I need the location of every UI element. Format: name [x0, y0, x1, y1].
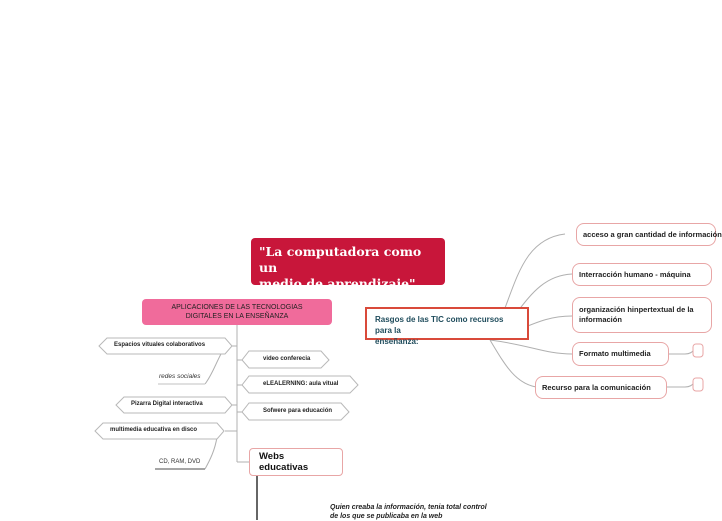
trait-interaccion[interactable] [572, 263, 712, 286]
left-branch-title-line-2: DIGITALES EN LA ENSEÑANZA [185, 313, 289, 320]
trait-interaccion-label: Interracción humano - máquina [579, 269, 691, 279]
webs-note-line-2: de los que se publicaba en la web [330, 513, 443, 520]
webs-educativas-label: Webs educativas [259, 451, 309, 473]
webs-educativas-node[interactable] [249, 448, 343, 476]
right-branch-title-line-2: enseñanza: [375, 337, 419, 346]
central-topic-line-2: medio de aprendizaje" [259, 276, 416, 291]
trait-formato-multimedia[interactable] [572, 342, 669, 366]
trait-recurso-comunicacion[interactable] [535, 376, 667, 399]
right-item-elearning[interactable]: eLEALERNING: aula vitual [263, 381, 339, 387]
trait-acceso-informacion-label: acceso a gran cantidad de información [583, 229, 722, 239]
right-branch-node[interactable] [365, 307, 529, 346]
trait-organizacion-hipertextual[interactable] [572, 297, 712, 333]
left-item-pizarra[interactable]: Pizarra Digital interactiva [131, 401, 203, 407]
right-item-software-educacion[interactable]: Sofwere para educación [263, 408, 333, 414]
left-arrow-boxes [95, 338, 358, 439]
trait-organizacion-line-1: organización hinpertextual de la [579, 305, 694, 314]
trait-recurso-comunicacion-label: Recurso para la comunicación [542, 382, 651, 392]
right-branch-title-line-1: Rasgos de las TIC como recursos para la [375, 315, 504, 335]
central-topic-line-1: "La computadora como un [259, 244, 422, 275]
trait-organizacion-line-2: información [579, 315, 622, 324]
left-branch-node[interactable] [142, 299, 332, 325]
trait-formato-multimedia-label: Formato multimedia [579, 349, 651, 358]
left-item-multimedia-disco[interactable]: multimedia educativa en disco [110, 427, 198, 433]
left-branch-title-line-1: APLICACIONES DE LAS TECNOLOGIAS [171, 304, 303, 311]
webs-note-line-1: Quien creaba la información, tenia total control [330, 504, 487, 511]
right-edge-partial-boxes [693, 344, 703, 391]
note-cd-ram-dvd[interactable]: CD, RAM, DVD [159, 459, 201, 465]
right-item-video-conferencia[interactable]: video conferecia [263, 356, 311, 362]
central-topic[interactable] [251, 238, 445, 291]
webs-educativas-note[interactable] [330, 503, 487, 521]
note-redes-sociales[interactable]: redes sociales [159, 373, 201, 380]
left-item-colaborativos[interactable]: Espacios vituales colaborativos [114, 342, 206, 348]
trait-acceso-informacion[interactable] [576, 223, 722, 246]
